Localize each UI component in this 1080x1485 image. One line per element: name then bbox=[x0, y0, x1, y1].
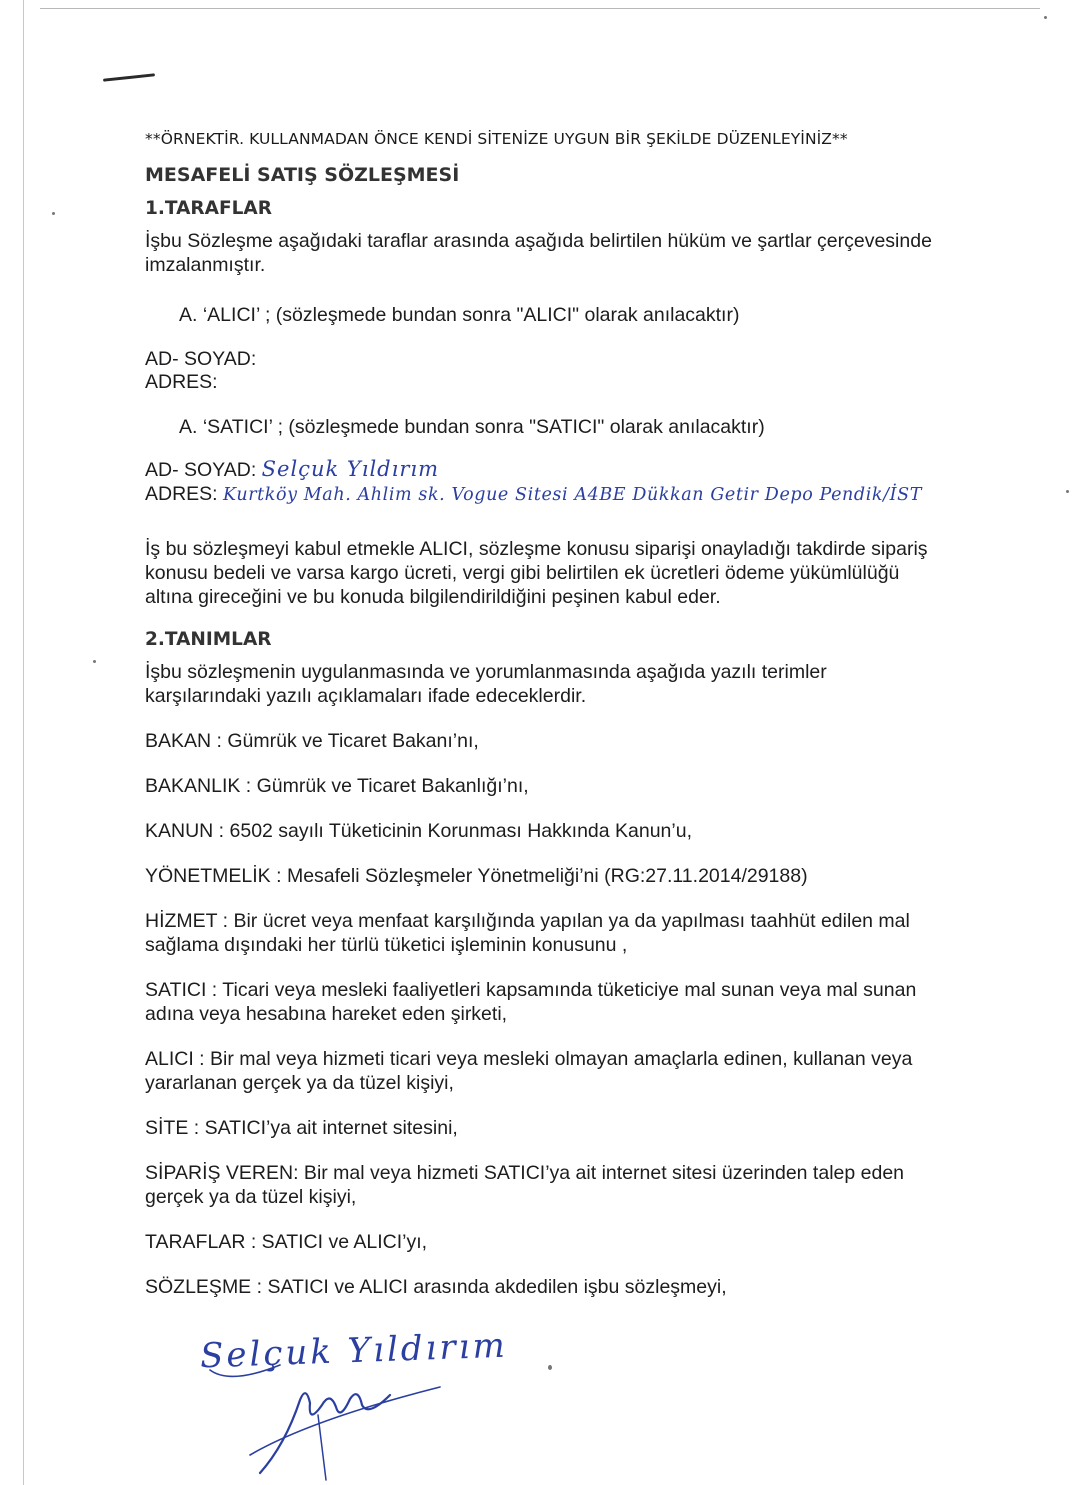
definitions-intro: İşbu sözleşmenin uygulanmasında ve yorumlanmasında aşağıda yazılı terimler karşılarındaki yazılı açıklamaları ifade edeceklerdir. bbox=[145, 661, 827, 707]
definition-item: ALICI : Bir mal veya hizmeti ticari veya mesleki olmayan amaçlarla edinen, kullanan veya yararlanan gerçek ya da tüzel kişiyi, bbox=[145, 1048, 913, 1094]
definition-item: HİZMET : Bir ücret veya menfaat karşılığında yapılan ya da yapılması taahhüt edilen mal sağlama dışındaki her türlü tüketici işleminin konusunu , bbox=[145, 910, 910, 956]
definition-item: TARAFLAR : SATICI ve ALICI’yı, bbox=[145, 1231, 428, 1253]
scan-speck bbox=[52, 212, 55, 215]
scan-edge bbox=[40, 8, 1040, 9]
scan-speck bbox=[93, 660, 96, 663]
seller-address-handwritten: Kurtköy Mah. Ahlim sk. Vogue Sitesi A4BE Dükkan Getir Depo Pendik/İST bbox=[223, 485, 922, 505]
definition-item: KANUN : 6502 sayılı Tüketicinin Korunması Hakkında Kanun’u, bbox=[145, 820, 692, 842]
definition-item: SİTE : SATICI’ya ait internet sitesini, bbox=[145, 1117, 458, 1139]
pen-mark bbox=[103, 73, 155, 81]
seller-clause: A. ‘SATICI’ ; (sözleşmede bundan sonra "SATICI" olarak anılacaktır) bbox=[179, 416, 765, 438]
section-heading-parties: 1.TARAFLAR bbox=[145, 198, 272, 219]
document-title: MESAFELİ SATIŞ SÖZLEŞMESİ bbox=[145, 164, 460, 186]
acceptance-paragraph: İş bu sözleşmeyi kabul etmekle ALICI, sözleşme konusu siparişi onayladığı takdirde sipariş konusu bedeli ve varsa kargo ücreti, vergi gibi belirtilen ek ücretleri ödeme yükümlülüğü altına gireceğini ve bu konuda bilgilendirildiğini peşinen kabul eder. bbox=[145, 538, 928, 608]
section-heading-definitions: 2.TANIMLAR bbox=[145, 629, 272, 650]
scan-speck bbox=[1066, 490, 1069, 493]
definition-item: BAKAN : Gümrük ve Ticaret Bakanı’nı, bbox=[145, 730, 479, 752]
signature-scribble bbox=[190, 1325, 570, 1485]
buyer-address-label: ADRES: bbox=[145, 371, 218, 393]
definition-item: SATICI : Ticari veya mesleki faaliyetleri kapsamında tüketiciye mal sunan veya mal sunan adına veya hesabına hareket eden şirketi, bbox=[145, 979, 917, 1025]
seller-name-label: AD- SOYAD: bbox=[145, 459, 257, 481]
scan-edge bbox=[23, 0, 24, 1485]
parties-intro: İşbu Sözleşme aşağıdaki taraflar arasında aşağıda belirtilen hüküm ve şartlar çerçevesinde imzalanmıştır. bbox=[145, 230, 932, 276]
seller-address-label: ADRES: bbox=[145, 483, 218, 505]
definition-item: SİPARİŞ VEREN: Bir mal veya hizmeti SATICI’ya ait internet sitesi üzerinden talep eden gerçek ya da tüzel kişiyi, bbox=[145, 1162, 905, 1208]
buyer-name-label: AD- SOYAD: bbox=[145, 348, 257, 370]
definition-item: SÖZLEŞME : SATICI ve ALICI arasında akdedilen işbu sözleşmeyi, bbox=[145, 1276, 727, 1298]
template-disclaimer: **ÖRNEKTİR. KULLANMADAN ÖNCE KENDİ SİTENİZE UYGUN BİR ŞEKİLDE DÜZENLEYİNİZ** bbox=[145, 130, 848, 148]
seller-name-line bbox=[145, 457, 945, 482]
contract-page bbox=[145, 130, 945, 1299]
seller-address-line bbox=[145, 482, 945, 507]
seller-name-handwritten: Selçuk Yıldırım bbox=[261, 457, 440, 481]
scan-speck bbox=[1044, 16, 1047, 19]
handwritten-signature-name: Selçuk Yıldırım bbox=[199, 1325, 509, 1377]
definition-item: BAKANLIK : Gümrük ve Ticaret Bakanlığı’nı, bbox=[145, 775, 529, 797]
signature-block bbox=[190, 1325, 570, 1485]
definition-item: YÖNETMELİK : Mesafeli Sözleşmeler Yönetmeliği’ni (RG:27.11.2014/29188) bbox=[145, 865, 808, 887]
buyer-clause: A. ‘ALICI’ ; (sözleşmede bundan sonra "ALICI" olarak anılacaktır) bbox=[179, 304, 740, 326]
